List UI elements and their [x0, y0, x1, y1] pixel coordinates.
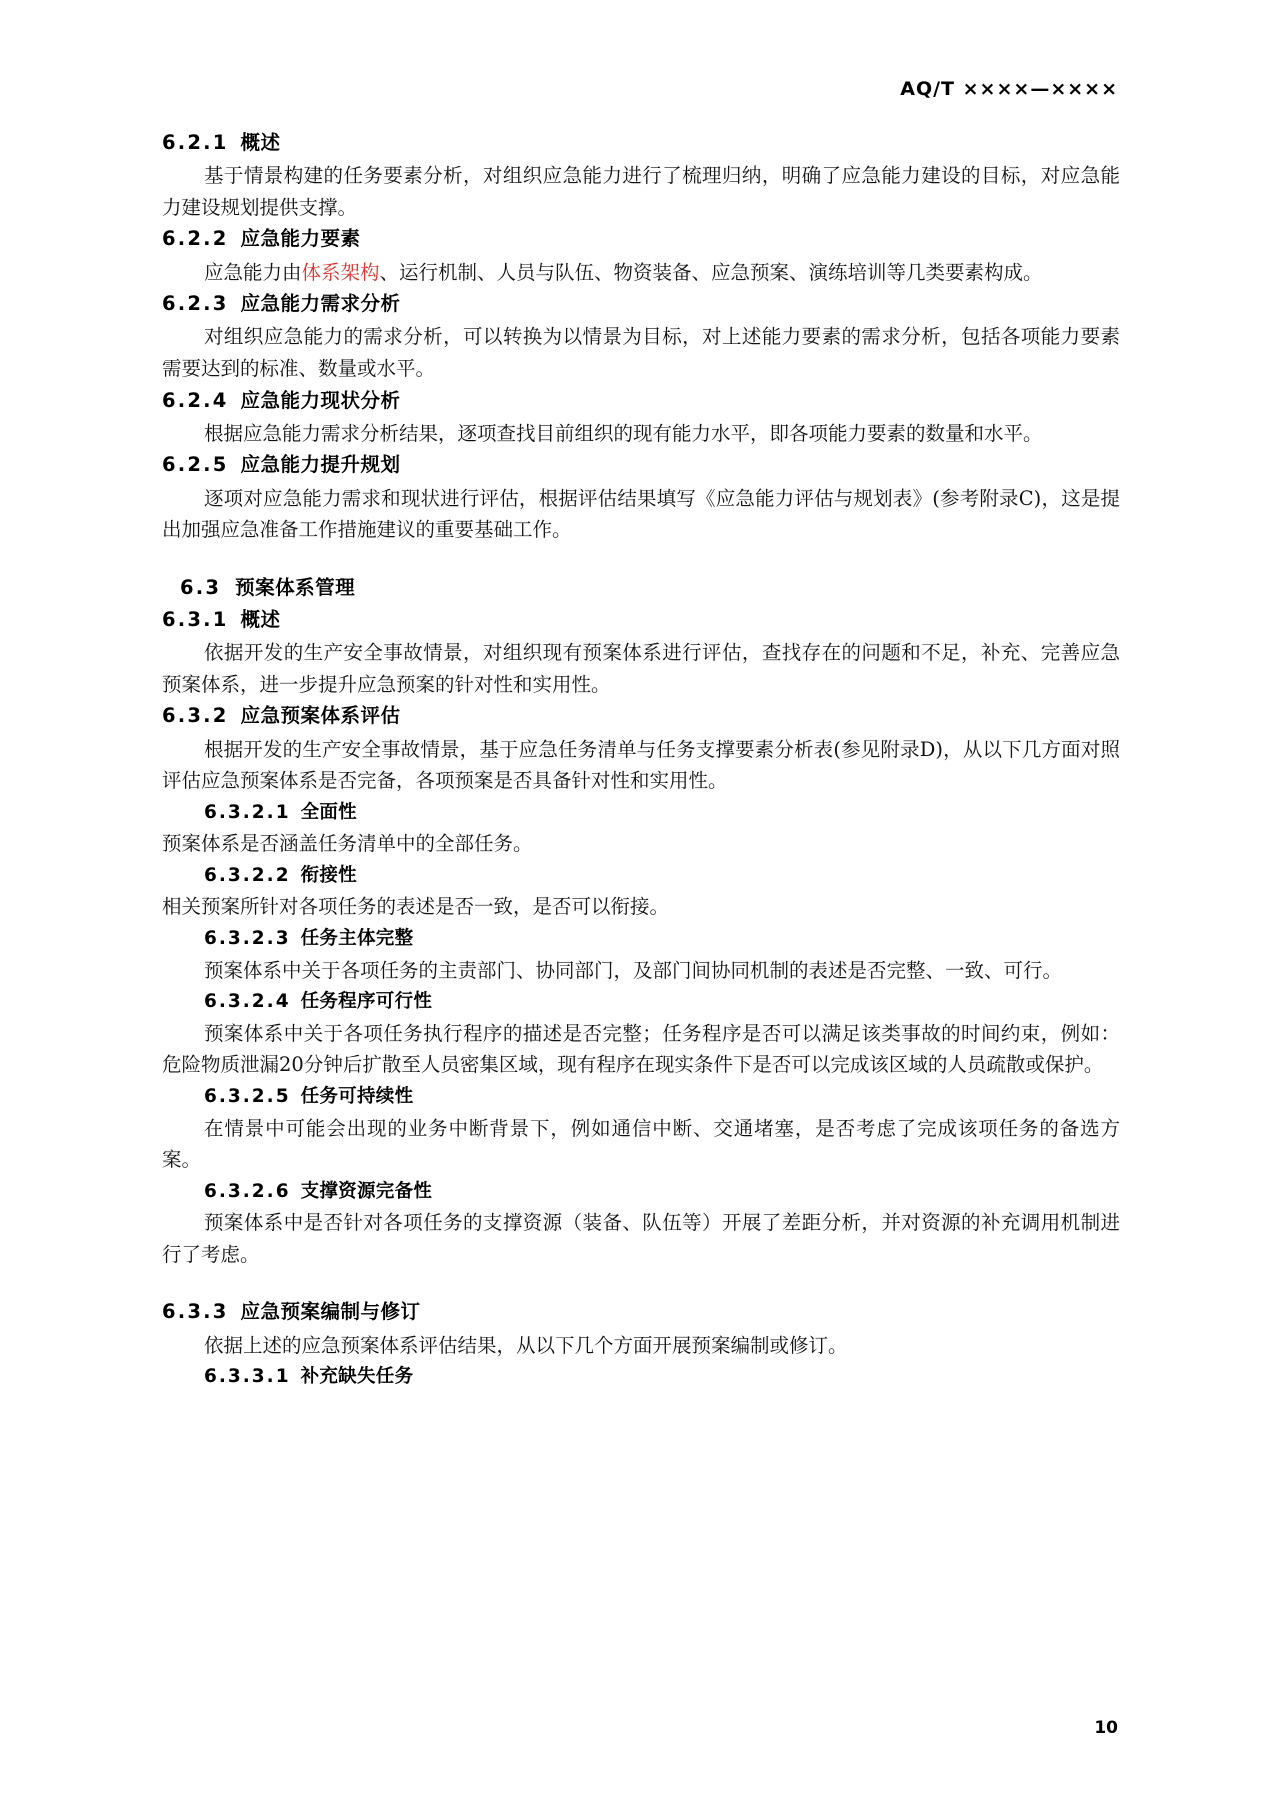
paragraph-6-2-2 — [162, 257, 1120, 289]
heading-6-3-1-number: 6.3.1 — [162, 607, 229, 631]
paragraph-6-3-3: 依据上述的应急预案体系评估结果，从以下几个方面开展预案编制或修订。 — [204, 1333, 848, 1357]
heading-6-3-2-number: 6.3.2 — [162, 704, 229, 728]
heading-6-2-4-title: 应急能力现状分析 — [240, 388, 401, 412]
heading-6-3-2-2-title: 衔接性 — [300, 864, 357, 886]
heading-6-2-2-title: 应急能力要素 — [240, 227, 361, 251]
paragraph-post-text: 、运行机制、人员与队伍、物资装备、应急预案、演练培训等几类要素构成。 — [379, 260, 1043, 284]
heading-6-2-5 — [162, 450, 1120, 480]
highlighted-term: 体系架构 — [301, 260, 380, 284]
paragraph-6-3-2-1: 预案体系是否涵盖任务清单中的全部任务。 — [162, 832, 533, 856]
heading-6-3-2-5-title: 任务可持续性 — [300, 1085, 414, 1107]
paragraph-6-3-2-4: 预案体系中关于各项任务执行程序的描述是否完整；任务程序是否可以满足该类事故的时间约束，例如：危险物质泄漏20分钟后扩散至人员密集区域，现有程序在现实条件下是否可以完成该区域的人员疏散或保护。 — [162, 1021, 1120, 1077]
paragraph-6-3-2-2: 相关预案所针对各项任务的表述是否一致，是否可以衔接。 — [162, 895, 670, 919]
heading-6-3-2-3 — [204, 924, 1120, 954]
paragraph-6-2-4: 根据应急能力需求分析结果，逐项查找目前组织的现有能力水平，即各项能力要素的数量和水平。 — [204, 421, 1043, 445]
heading-6-2-5-number: 6.2.5 — [162, 453, 229, 477]
document-body — [162, 128, 1120, 1393]
heading-6-3-2-6-number: 6.3.2.6 — [204, 1180, 291, 1202]
heading-6-2-1-number: 6.2.1 — [162, 131, 229, 154]
heading-6-2-3 — [162, 289, 1120, 319]
paragraph-6-2-1: 基于情景构建的任务要素分析，对组织应急能力进行了梳理归纳，明确了应急能力建设的目标，对应急能力建设规划提供支撑。 — [162, 164, 1120, 219]
paragraph-6-3-2-3: 预案体系中关于各项任务的主责部门、协同部门，及部门间协同机制的表述是否完整、一致、可行。 — [204, 958, 1063, 982]
heading-6-3-2-6-title: 支撑资源完备性 — [300, 1180, 433, 1202]
paragraph-6-3-2-5: 在情景中可能会出现的业务中断背景下，例如通信中断、交通堵塞，是否考虑了完成该项任务的备选方案。 — [162, 1116, 1120, 1172]
heading-6-3-number: 6.3 — [180, 575, 222, 599]
heading-6-3-3 — [162, 1297, 1120, 1327]
heading-6-3-2-4-number: 6.3.2.4 — [204, 991, 291, 1013]
heading-6-3-2-5-number: 6.3.2.5 — [204, 1085, 291, 1107]
paragraph-pre-text: 应急能力由 — [204, 260, 302, 284]
heading-6-3-2-6 — [204, 1177, 1120, 1207]
heading-6-2-3-title: 应急能力需求分析 — [240, 292, 401, 316]
heading-6-3-2-1-title: 全面性 — [300, 801, 357, 823]
heading-6-2-3-number: 6.2.3 — [162, 292, 229, 316]
heading-6-3-2-2 — [204, 861, 1120, 891]
heading-6-3-title: 预案体系管理 — [235, 575, 356, 599]
heading-6-3-1-title: 概述 — [240, 607, 281, 631]
heading-6-3 — [180, 573, 1120, 603]
section-gap-1 — [162, 547, 1120, 573]
paragraph-6-2-5: 逐项对应急能力需求和现状进行评估，根据评估结果填写《应急能力评估与规划表》(参考附录C)，这是提出加强应急准备工作措施建议的重要基础工作。 — [162, 486, 1120, 542]
heading-6-3-3-1-title: 补充缺失任务 — [300, 1366, 414, 1388]
heading-6-3-3-number: 6.3.3 — [162, 1300, 229, 1324]
heading-6-2-4 — [162, 386, 1120, 416]
heading-6-3-2-4 — [204, 987, 1120, 1017]
section-gap-2 — [162, 1271, 1120, 1297]
heading-6-3-2 — [162, 701, 1120, 731]
heading-6-3-3-1-number: 6.3.3.1 — [204, 1366, 291, 1388]
paragraph-6-2-3: 对组织应急能力的需求分析，可以转换为以情景为目标，对上述能力要素的需求分析，包括各项能力要素需要达到的标准、数量或水平。 — [162, 325, 1120, 380]
heading-6-3-2-2-number: 6.3.2.2 — [204, 864, 291, 886]
heading-6-2-5-title: 应急能力提升规划 — [240, 453, 401, 477]
heading-6-2-2 — [162, 224, 1120, 254]
heading-6-2-4-number: 6.2.4 — [162, 388, 229, 412]
heading-6-3-2-3-number: 6.3.2.3 — [204, 928, 291, 950]
heading-6-2-2-number: 6.2.2 — [162, 227, 229, 251]
paragraph-6-3-1: 依据开发的生产安全事故情景，对组织现有预案体系进行评估，查找存在的问题和不足，补充、完善应急预案体系，进一步提升应急预案的针对性和实用性。 — [162, 641, 1120, 696]
paragraph-6-3-2-6: 预案体系中是否针对各项任务的支撑资源（装备、队伍等）开展了差距分析，并对资源的补充调用机制进行了考虑。 — [162, 1211, 1120, 1266]
heading-6-3-2-3-title: 任务主体完整 — [300, 928, 414, 950]
heading-6-3-3-1 — [204, 1362, 1120, 1392]
heading-6-3-2-1 — [204, 798, 1120, 828]
heading-6-3-2-1-number: 6.3.2.1 — [204, 801, 291, 823]
paragraph-6-3-2: 根据开发的生产安全事故情景，基于应急任务清单与任务支撑要素分析表(参见附录D)，从以下几方面对照评估应急预案体系是否完备，各项预案是否具备针对性和实用性。 — [162, 737, 1120, 793]
heading-6-3-3-title: 应急预案编制与修订 — [240, 1300, 421, 1324]
heading-6-2-1-title: 概述 — [240, 131, 281, 154]
heading-6-3-2-5 — [204, 1082, 1120, 1112]
heading-6-3-2-4-title: 任务程序可行性 — [300, 991, 433, 1013]
page-number: 10 — [1094, 1718, 1118, 1738]
heading-6-3-2-title: 应急预案体系评估 — [240, 704, 401, 728]
heading-6-2-1 — [162, 128, 1120, 158]
page-header-code: AQ/T ××××—×××× — [900, 78, 1118, 100]
heading-6-3-1 — [162, 605, 1120, 635]
